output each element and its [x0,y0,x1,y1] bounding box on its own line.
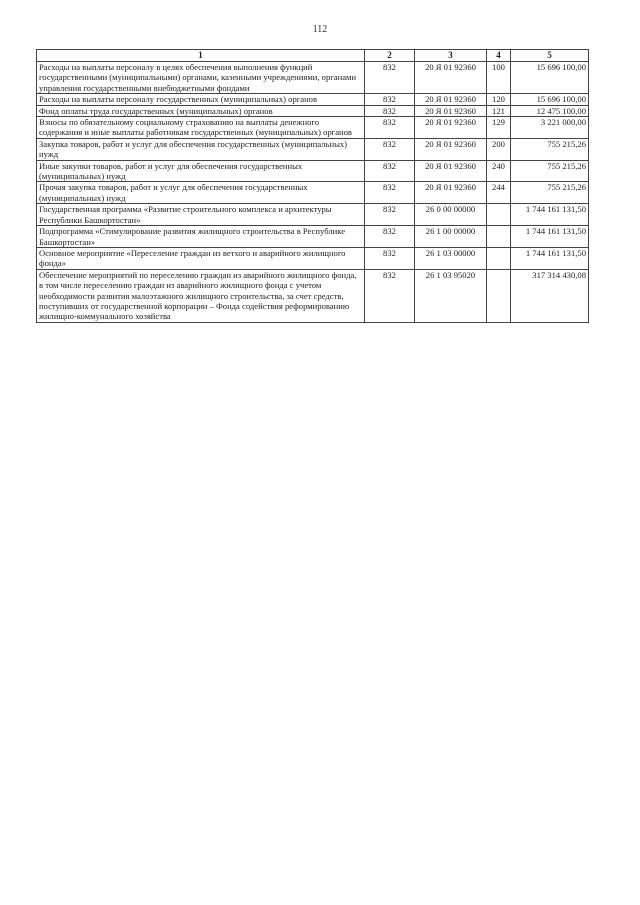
row-ministry-code: 832 [365,138,415,160]
table-row [37,226,589,248]
row-expense-type [487,269,511,322]
row-amount: 1 744 161 131,50 [511,204,589,226]
budget-table [36,49,589,323]
row-ministry-code: 832 [365,204,415,226]
row-ministry-code: 832 [365,160,415,182]
row-target-article: 26 1 03 95020 [415,269,487,322]
row-ministry-code: 832 [365,247,415,269]
row-ministry-code: 832 [365,269,415,322]
row-expense-type: 121 [487,105,511,116]
row-target-article: 20 Я 01 92360 [415,182,487,204]
table-body [37,62,589,323]
header-col-5: 5 [511,50,589,62]
row-expense-type: 100 [487,62,511,94]
row-expense-type: 129 [487,117,511,139]
row-amount: 15 696 100,00 [511,94,589,105]
row-expense-type: 200 [487,138,511,160]
row-ministry-code: 832 [365,117,415,139]
table-row [37,105,589,116]
table-row [37,62,589,94]
row-target-article: 20 Я 01 92360 [415,105,487,116]
page-number: 112 [312,24,328,35]
row-name: Государственная программа «Развитие строительного комплекса и архитектуры Республики Башкортостан» [37,204,365,226]
row-ministry-code: 832 [365,94,415,105]
row-amount: 1 744 161 131,50 [511,226,589,248]
row-amount: 15 696 100,00 [511,62,589,94]
table-row [37,138,589,160]
row-ministry-code: 832 [365,62,415,94]
row-name: Расходы на выплаты персоналу государственных (муниципальных) органов [37,94,365,105]
table-row [37,182,589,204]
row-name: Взносы по обязательному социальному страхованию на выплаты денежного содержания и иные выплаты работникам государственных (муниципальных) органов [37,117,365,139]
header-row [37,50,589,62]
row-ministry-code: 832 [365,105,415,116]
row-name: Фонд оплаты труда государственных (муниципальных) органов [37,105,365,116]
row-target-article: 26 0 00 00000 [415,204,487,226]
row-amount: 12 475 100,00 [511,105,589,116]
row-target-article: 26 1 03 00000 [415,247,487,269]
row-target-article: 20 Я 01 92360 [415,94,487,105]
row-expense-type [487,226,511,248]
row-ministry-code: 832 [365,226,415,248]
row-target-article: 26 1 00 00000 [415,226,487,248]
table-row [37,269,589,322]
row-target-article: 20 Я 01 92360 [415,138,487,160]
table-row [37,204,589,226]
header-col-3: 3 [415,50,487,62]
row-name: Расходы на выплаты персоналу в целях обеспечения выполнения функций государственными (муниципальными) органами, казенными учреждениями, органами управления государственными внебюджетными фондами [37,62,365,94]
row-target-article: 20 Я 01 92360 [415,117,487,139]
row-name: Основное мероприятие «Переселение граждан из ветхого и аварийного жилищного фонда» [37,247,365,269]
row-expense-type [487,247,511,269]
header-col-2: 2 [365,50,415,62]
row-ministry-code: 832 [365,182,415,204]
header-col-4: 4 [487,50,511,62]
row-name: Прочая закупка товаров, работ и услуг для обеспечения государственных (муниципальных) нужд [37,182,365,204]
row-amount: 755 215,26 [511,138,589,160]
row-expense-type: 244 [487,182,511,204]
row-name: Иные закупки товаров, работ и услуг для обеспечения государственных (муниципальных) нужд [37,160,365,182]
row-amount: 755 215,26 [511,182,589,204]
table-row [37,247,589,269]
row-name: Обеспечение мероприятий по переселению граждан из аварийного жилищного фонда, в том числе переселению граждан из аварийного жилищного фонда с учетом необходимости развития малоэтажного жилищного строительства, за счет средств, поступивших от государственной корпорации – Фонда содействия реформированию жилищно-коммунального хозяйства [37,269,365,322]
row-amount: 317 314 430,08 [511,269,589,322]
header-col-1: 1 [37,50,365,62]
row-name: Подпрограмма «Стимулирование развития жилищного строительства в Республике Башкортостан» [37,226,365,248]
table-row [37,160,589,182]
row-amount: 755 215,26 [511,160,589,182]
row-amount: 1 744 161 131,50 [511,247,589,269]
row-expense-type: 240 [487,160,511,182]
row-amount: 3 221 000,00 [511,117,589,139]
table-row [37,94,589,105]
table-header [37,50,589,62]
row-target-article: 20 Я 01 92360 [415,160,487,182]
row-target-article: 20 Я 01 92360 [415,62,487,94]
row-expense-type [487,204,511,226]
row-name: Закупка товаров, работ и услуг для обеспечения государственных (муниципальных) нужд [37,138,365,160]
row-expense-type: 120 [487,94,511,105]
table-row [37,117,589,139]
